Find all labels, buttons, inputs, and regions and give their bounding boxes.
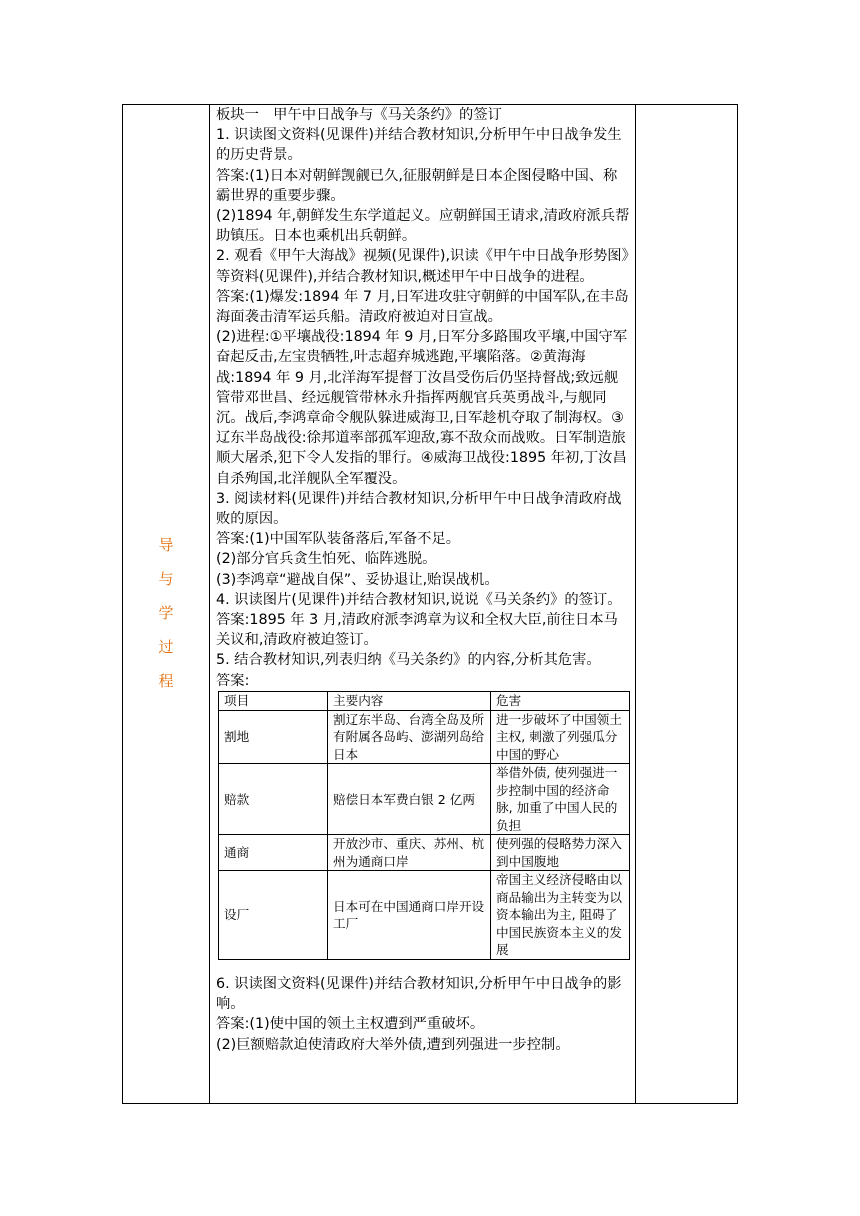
table-cell: 设厂 — [219, 871, 328, 960]
table-row — [219, 871, 630, 960]
table-header-cell: 项目 — [219, 691, 328, 710]
paragraph: 2. 观看《甲午大海战》视频(见课件),识读《甲午中日战争形势图》等资料(见课件),并结合教材知识,概述甲午中日战争的进程。 — [216, 248, 629, 285]
treaty-table — [218, 691, 630, 960]
paragraph: 答案:(1)使中国的领土主权遭到严重破坏。 — [216, 1016, 485, 1033]
side-label-char: 过 — [158, 638, 174, 656]
paragraph: 1. 识读图文资料(见课件)并结合教材知识,分析甲午中日战争发生的历史背景。 — [216, 127, 622, 164]
table-row — [219, 710, 630, 764]
table-cell: 举借外债, 使列强进一步控制中国的经济命脉, 加重了中国人民的负担 — [491, 764, 630, 835]
side-label-char: 导 — [158, 536, 174, 554]
side-label-char: 与 — [158, 570, 174, 588]
table-cell: 帝国主义经济侵略由以商品输出为主转变为以资本输出为主, 阻碍了中国民族资本主义的发展 — [491, 871, 630, 960]
paragraph: 5. 结合教材知识,列表归纳《马关条约》的内容,分析其危害。 — [216, 652, 601, 669]
paragraph: (2)1894 年,朝鲜发生东学道起义。应朝鲜国王请求,清政府派兵帮助镇压。日本也乘机出兵朝鲜。 — [216, 208, 630, 245]
table-row — [219, 764, 630, 835]
paragraph: 3. 阅读材料(见课件)并结合教材知识,分析甲午中日战争清政府战败的原因。 — [216, 490, 622, 528]
table-cell: 进一步破坏了中国领土主权, 刺激了列强瓜分中国的野心 — [491, 710, 630, 764]
section-title: 板块一 甲午中日战争与《马关条约》的签订 — [216, 107, 502, 123]
table-cell: 割地 — [219, 710, 328, 764]
column-divider — [635, 105, 636, 1103]
paragraph: 答案:(1)中国军队装备落后,军备不足。 — [216, 531, 461, 548]
paragraph: 答案: — [216, 672, 250, 689]
table-cell: 日本可在中国通商口岸开设工厂 — [328, 871, 491, 960]
table-cell: 通商 — [219, 835, 328, 871]
paragraph: (3)李鸿章“避战自保”、妥协退让,贻误战机。 — [216, 571, 499, 588]
paragraph: 4. 识读图片(见课件)并结合教材知识,说说《马关条约》的签订。 — [216, 591, 622, 608]
lesson-content — [216, 105, 630, 1055]
table-cell: 割辽东半岛、台湾全岛及所有附属各岛屿、澎湖列岛给日本 — [328, 710, 491, 764]
table-header-cell: 主要内容 — [328, 691, 491, 710]
paragraph: 答案:(1)日本对朝鲜觊觎已久,征服朝鲜是日本企图侵略中国、称霸世界的重要步骤。 — [216, 167, 618, 204]
side-label-guide-learn-process — [123, 535, 209, 691]
table-cell: 赔偿日本军费白银 2 亿两 — [328, 764, 491, 835]
table-header-row — [219, 691, 630, 710]
side-label-char: 程 — [158, 672, 174, 690]
table-cell: 开放沙市、重庆、苏州、杭州为通商口岸 — [328, 835, 491, 871]
paragraph: (2)进程:①平壤战役:1894 年 9 月,日军分多路围攻平壤,中国守军奋起反击,左宝贵牺牲,叶志超弃城逃跑,平壤陷落。②黄海海战:1894 年 9 月,北洋海军提督丁汝昌受伤后仍坚持督战;致远舰管带邓世昌、经远舰管带林永升指挥两舰官兵英勇战斗,与舰同沉。战后,李鸿章命令舰队躲进威海卫,日军趁机夺取了制海权。③辽东半岛战役:徐邦道率部孤军迎敌,寡不敌众而战败。日军制造旅顺大屠杀,犯下令人发指的罪行。④威海卫战役:1895 年初,丁汝昌自杀殉国,北洋舰队全军覆没。 — [216, 329, 628, 487]
paragraph: 6. 识读图文资料(见课件)并结合教材知识,分析甲午中日战争的影响。 — [216, 975, 622, 1013]
table-cell: 赔款 — [219, 764, 328, 835]
paragraph: (2)部分官兵贪生怕死、临阵逃脱。 — [216, 551, 437, 568]
spacer — [216, 960, 630, 974]
paragraph: (2)巨额赔款迫使清政府大举外债,遭到列强进一步控制。 — [216, 1036, 570, 1053]
column-divider — [209, 105, 210, 1103]
paragraph: 答案:(1)爆发:1894 年 7 月,日军进攻驻守朝鲜的中国军队,在丰岛海面袭击清军运兵船。清政府被迫对日宣战。 — [216, 288, 629, 326]
lesson-table — [122, 104, 738, 1104]
side-label-char: 学 — [158, 604, 174, 622]
paragraph: 答案:1895 年 3 月,清政府派李鸿章为议和全权大臣,前往日本马关议和,清政府被迫签订。 — [216, 612, 618, 649]
table-header-cell: 危害 — [491, 691, 630, 710]
table-cell: 使列强的侵略势力深入到中国腹地 — [491, 835, 630, 871]
table-row — [219, 835, 630, 871]
